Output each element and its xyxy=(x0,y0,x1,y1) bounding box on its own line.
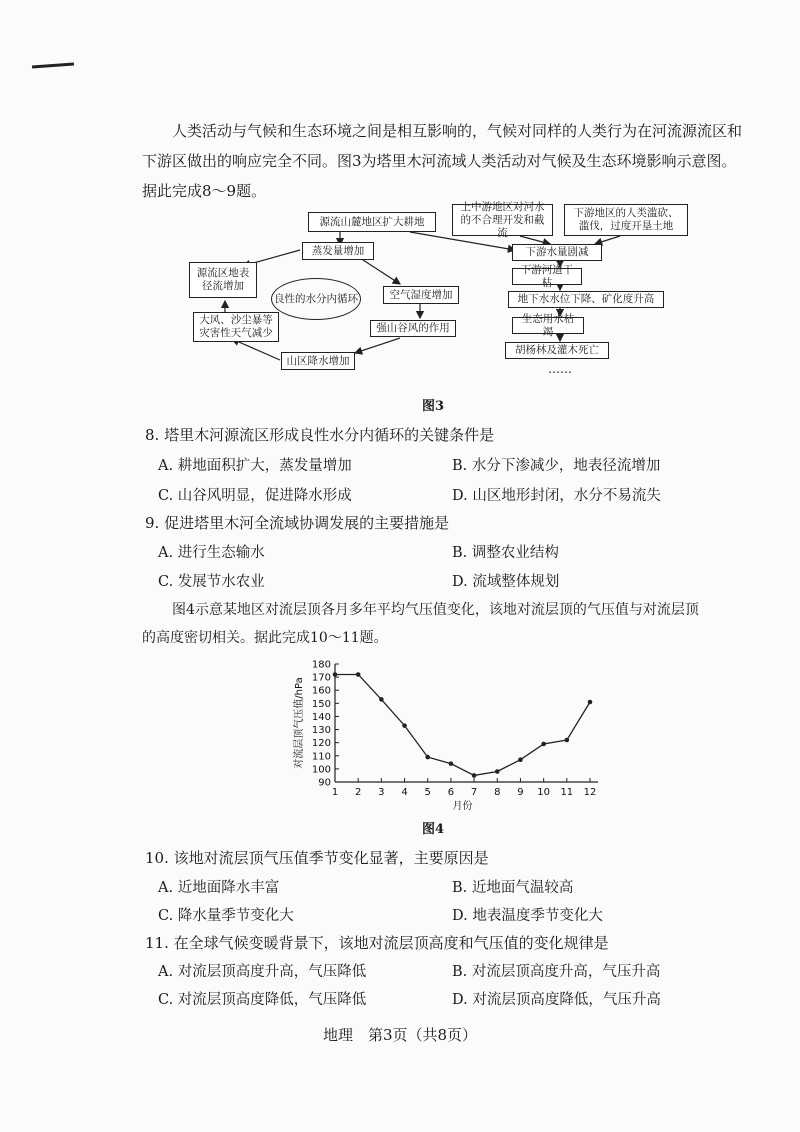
y-tick-label: 160 xyxy=(311,685,331,697)
question-9-option-d: D. 流域整体规划 xyxy=(452,574,560,590)
y-tick-label: 90 xyxy=(318,777,331,789)
question-9-stem: 9. 促进塔里木河全流域协调发展的主要措施是 xyxy=(145,514,450,532)
y-tick-label: 120 xyxy=(311,738,331,750)
x-tick-label: 12 xyxy=(583,787,597,798)
box-evaporation: 蒸发量增加 xyxy=(302,242,374,260)
y-tick-label: 140 xyxy=(311,711,331,723)
question-8-option-a: A. 耕地面积扩大，蒸发量增加 xyxy=(158,458,352,474)
ellipse-water-cycle: 良性的水分内循环 xyxy=(271,278,361,320)
intro-line-2: 下游区做出的响应完全不同。图3为塔里木河流域人类活动对气候及生态环境影响示意图。 xyxy=(142,152,737,170)
box-humidity: 空气湿度增加 xyxy=(383,286,459,304)
figure-4-chart xyxy=(290,650,610,810)
question-8-option-b: B. 水分下渗减少，地表径流增加 xyxy=(452,458,661,474)
y-tick-label: 180 xyxy=(311,659,331,671)
box-groundwater: 地下水水位下降、矿化度升高 xyxy=(508,291,664,308)
question-8-stem: 8. 塔里木河源流区形成良性水分内循环的关键条件是 xyxy=(145,426,495,444)
x-axis-label: 月份 xyxy=(452,801,473,810)
box-forest-death: 胡杨林及灌木死亡 xyxy=(505,342,609,359)
question-11-option-a: A. 对流层顶高度升高，气压降低 xyxy=(158,964,367,980)
question-9-option-c: C. 发展节水农业 xyxy=(158,574,265,590)
x-tick-label: 5 xyxy=(424,787,431,798)
question-10-option-a: A. 近地面降水丰富 xyxy=(158,880,280,896)
question-8-option-c: C. 山谷风明显，促进降水形成 xyxy=(158,488,352,504)
scan-mark xyxy=(32,63,74,69)
x-tick-label: 1 xyxy=(331,787,339,798)
y-tick-label: 170 xyxy=(311,672,331,684)
data-point xyxy=(495,769,500,774)
question-11-option-d: D. 对流层顶高度降低，气压升高 xyxy=(452,992,661,1008)
box-lower-activities: 下游地区的人类滥砍、滥伐，过度开垦土地 xyxy=(564,204,688,236)
data-point xyxy=(333,672,338,677)
y-tick-label: 100 xyxy=(311,764,331,776)
intro-line-1: 人类活动与气候和生态环境之间是相互影响的，气候对同样的人类行为在河流源流区和 xyxy=(172,122,743,140)
question-11-option-b: B. 对流层顶高度升高，气压升高 xyxy=(452,964,661,980)
x-tick-label: 9 xyxy=(517,787,524,798)
data-point xyxy=(541,742,546,747)
box-mountain-rain: 山区降水增加 xyxy=(281,352,355,370)
box-lower-water-decrease: 下游水量剧减 xyxy=(512,244,602,261)
x-tick-label: 11 xyxy=(560,787,574,798)
box-eco-water: 生态用水枯竭 xyxy=(512,317,584,334)
x-tick-label: 3 xyxy=(378,787,385,798)
data-point xyxy=(565,738,570,743)
intro-line-3: 据此完成8～9题。 xyxy=(142,182,267,200)
question-10-option-b: B. 近地面气温较高 xyxy=(452,880,574,896)
x-tick-label: 8 xyxy=(494,787,501,798)
data-point xyxy=(402,723,407,728)
question-9-option-b: B. 调整农业结构 xyxy=(452,545,559,561)
figure-4-caption: 图4 xyxy=(422,822,445,837)
box-expand-farmland: 源流山麓地区扩大耕地 xyxy=(308,212,436,232)
y-axis-label: 对流层顶气压值/hPa xyxy=(294,677,305,769)
question-11-stem: 11. 在全球气候变暖背景下，该地对流层顶高度和气压值的变化规律是 xyxy=(145,934,609,952)
data-point xyxy=(356,672,361,677)
figure-3-caption: 图3 xyxy=(422,399,445,414)
data-point xyxy=(472,773,477,778)
x-tick-label: 10 xyxy=(537,787,551,798)
data-point xyxy=(379,697,384,702)
x-tick-label: 6 xyxy=(447,787,455,798)
question-9-option-a: A. 进行生态输水 xyxy=(158,545,265,561)
question-10-option-d: D. 地表温度季节变化大 xyxy=(452,908,603,924)
x-tick-label: 4 xyxy=(401,787,408,798)
x-tick-label: 7 xyxy=(470,787,478,798)
intro2-line-1: 图4示意某地区对流层顶各月多年平均气压值变化，该地对流层顶的气压值与对流层顶 xyxy=(172,602,699,618)
question-10-option-c: C. 降水量季节变化大 xyxy=(158,908,294,924)
y-tick-label: 110 xyxy=(311,751,331,763)
intro2-line-2: 的高度密切相关。据此完成10～11题。 xyxy=(142,630,388,646)
box-surface-runoff: 源流区地表径流增加 xyxy=(189,262,257,298)
y-tick-label: 150 xyxy=(311,698,331,710)
box-dust-weather: 大风、沙尘暴等灾害性天气减少 xyxy=(193,312,279,342)
page-footer: 地理 第3页（共8页） xyxy=(322,1026,478,1044)
data-point xyxy=(588,700,593,705)
box-valley-wind: 强山谷风的作用 xyxy=(370,320,456,337)
series-line xyxy=(335,674,590,775)
x-tick-label: 2 xyxy=(354,787,362,798)
data-point xyxy=(425,755,430,760)
y-tick-label: 130 xyxy=(311,725,331,737)
data-point xyxy=(449,761,454,766)
data-point xyxy=(518,757,523,762)
box-midup-development: 上中游地区对河水的不合理开发和截流 xyxy=(452,204,553,236)
box-lower-river-dry: 下游河道干枯 xyxy=(512,268,582,285)
question-11-option-c: C. 对流层顶高度降低，气压降低 xyxy=(158,992,367,1008)
question-10-stem: 10. 该地对流层顶气压值季节变化显著，主要原因是 xyxy=(145,849,489,867)
question-8-option-d: D. 山区地形封闭，水分不易流失 xyxy=(452,488,661,504)
diagram-ellipsis: …… xyxy=(548,362,572,376)
